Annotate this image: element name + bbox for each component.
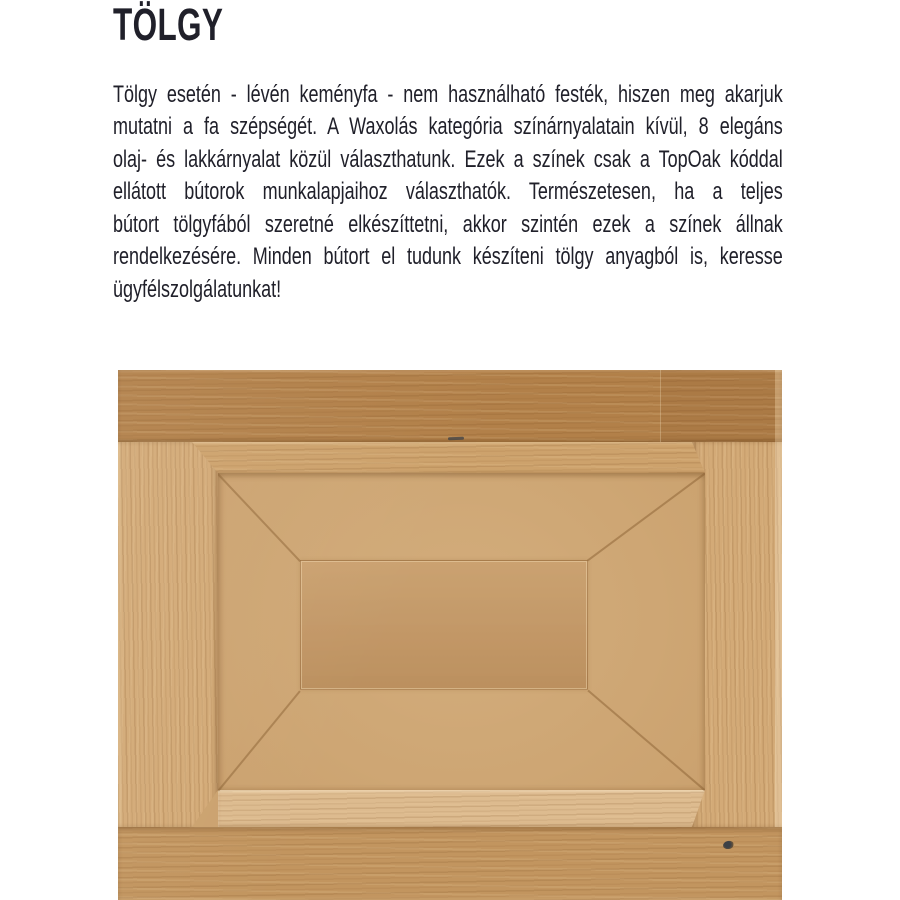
paragraph-line: ellátott bútorok munkalapjaihoz választhatók. Természetesen, ha a teljes xyxy=(113,178,783,206)
paragraph-line: ügyfélszolgálatunkat! xyxy=(113,275,282,303)
paragraph-line: rendelkezésére. Minden bútort el tudunk készíteni tölgy anyagból is, keresse xyxy=(113,243,783,271)
paragraph-line: bútort tölgyfából szeretné elkészíttetni, akkor szintén ezek a színek állnak xyxy=(113,210,783,238)
oak-panel-photo xyxy=(118,370,782,900)
intro-paragraph xyxy=(113,79,783,306)
photo-sheen-overlay xyxy=(118,370,782,900)
paragraph-line: mutatni a fa szépségét. A Waxolás kategória színárnyalatain kívül, 8 elegáns xyxy=(113,113,783,141)
paragraph-line: olaj- és lakkárnyalat közül választhatunk. Ezek a színek csak a TopOak kóddal xyxy=(113,145,783,173)
paragraph-line: Tölgy esetén - lévén keményfa - nem használható festék, hiszen meg akarjuk xyxy=(113,81,783,108)
page-title: TÖLGY xyxy=(113,0,224,50)
